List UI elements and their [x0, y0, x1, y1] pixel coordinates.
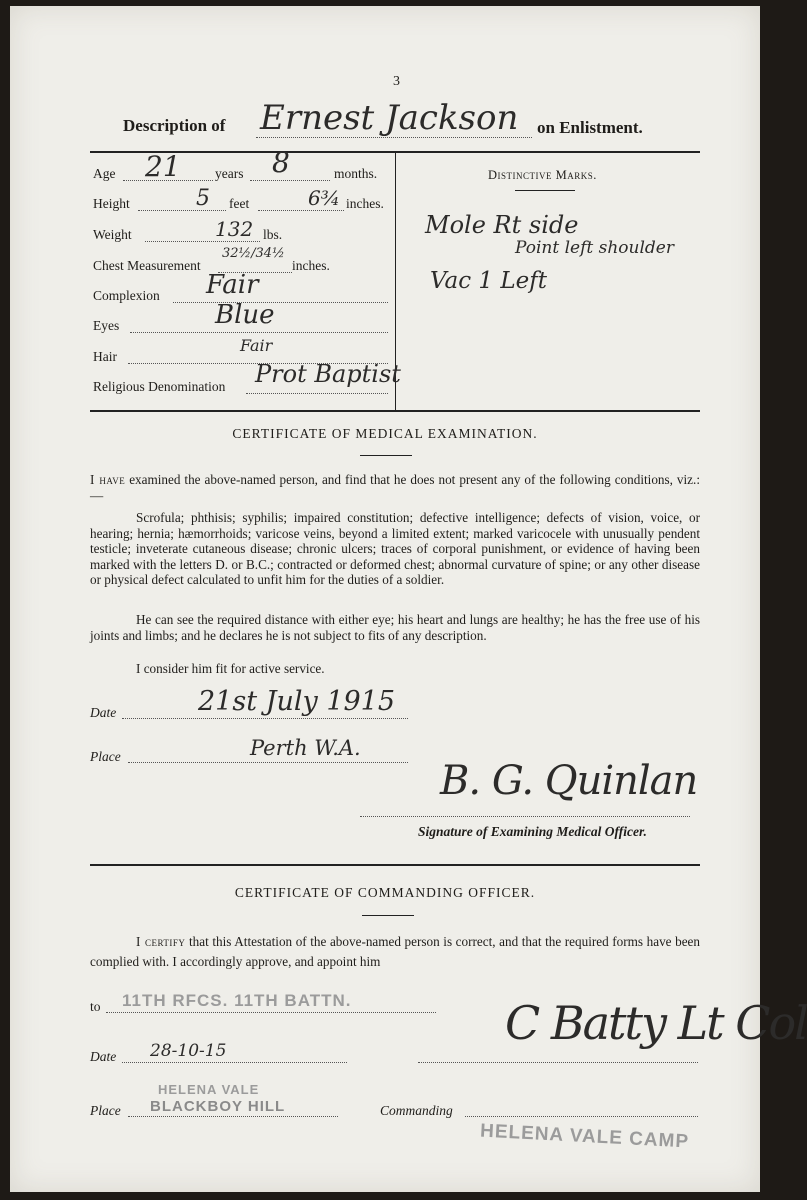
medical-officer-signature: B. G. Quinlan: [440, 758, 698, 804]
page-number: 3: [393, 74, 400, 89]
eyes-value: Blue: [215, 300, 275, 330]
commanding-date-line: [122, 1062, 347, 1063]
medical-para-4: I consider him fit for active service.: [136, 661, 325, 676]
medical-date-line: [122, 718, 408, 719]
hair-label: Hair: [93, 349, 117, 364]
attestation-page: [10, 6, 807, 1192]
to-line: [106, 1012, 436, 1013]
commanding-top-rule: [90, 864, 700, 866]
age-years-value: 21: [145, 150, 181, 183]
religion-value: Prot Baptist: [255, 360, 401, 388]
to-label: to: [90, 999, 101, 1014]
height-inches-value: 6¾: [308, 186, 341, 210]
mark-1: Mole Rt side: [425, 211, 579, 239]
camp-stamp: HELENA VALE CAMP: [479, 1120, 690, 1153]
commanding-place-line: [128, 1116, 338, 1117]
enlistee-name: Ernest Jackson: [260, 98, 519, 138]
medical-para-3: He can see the required distance with either eye; his heart and lungs are healthy; he has the free use of his joints and limbs; and he declares he is not subject to fits of any description.: [90, 612, 700, 643]
weight-line: [145, 241, 260, 242]
complexion-label: Complexion: [93, 288, 160, 303]
description-prefix: Description of: [123, 116, 226, 135]
commanding-heading: CERTIFICATE OF COMMANDING OFFICER.: [234, 885, 536, 900]
lbs-label: lbs.: [263, 227, 283, 242]
commanding-signature-line: [418, 1062, 698, 1063]
commanding-date-value: 28-10-15: [150, 1041, 227, 1061]
chest-label: Chest Measurement: [93, 258, 201, 273]
commanding-place-label: Place: [90, 1103, 121, 1118]
age-months-value: 8: [272, 146, 290, 179]
feet-label: feet: [229, 196, 250, 211]
medical-date-value: 21st July 1915: [198, 686, 396, 717]
commanding-officer-signature: C Batty Lt Col: [505, 996, 807, 1050]
years-label: years: [215, 166, 244, 181]
distinctive-marks-heading: Distinctive Marks.: [488, 168, 597, 182]
religion-line: [246, 393, 388, 394]
complexion-value: Fair: [206, 270, 259, 300]
medical-place-line: [128, 762, 408, 763]
mark-2: Point left shoulder: [515, 238, 674, 258]
chest-inches-label: inches.: [292, 258, 330, 273]
medical-para-2: Scrofula; phthisis; syphilis; impaired constitution; defective intelligence; defects of vision, voice, or hearing; hernia; hæmorrhoids; varicose veins, beyond a limited extent; marked varicocele with unusually pendent testicle; inveterate cutaneous disease; chronic ulcers; traces of corporal punishment, or evidence of having been marked with the letters D. or B.C.; contracted or deformed chest; abnormal curvature of spine; or any other disease or physical defect calculated to unfit him for the duties of a soldier.: [90, 510, 700, 588]
mark-3: Vac 1 Left: [430, 268, 547, 294]
weight-value: 132: [215, 217, 254, 241]
age-label: Age: [93, 166, 116, 181]
medical-heading: CERTIFICATE OF MEDICAL EXAMINATION.: [232, 426, 538, 441]
commanding-heading-underline: [362, 915, 414, 916]
commanding-para: [90, 932, 700, 972]
unit-stamp: 11TH RFCS. 11TH BATTN.: [122, 991, 352, 1010]
medical-heading-underline: [360, 455, 412, 456]
marks-underline: [515, 190, 575, 191]
eyes-label: Eyes: [93, 318, 120, 333]
hair-value: Fair: [240, 336, 273, 355]
inches-line: [258, 210, 344, 211]
medical-date-label: Date: [90, 705, 117, 720]
months-label: months.: [334, 166, 378, 181]
medical-place-label: Place: [90, 749, 121, 764]
commanding-date-label: Date: [90, 1049, 117, 1064]
feet-line: [138, 210, 226, 211]
medical-para-1-text: examined the above-named person, and find that he does not present any of the following conditions, viz.:—: [90, 472, 700, 503]
place-stamp-faint: HELENA VALE: [158, 1082, 260, 1097]
height-label: Height: [93, 196, 130, 211]
height-feet-value: 5: [196, 186, 210, 211]
complexion-line: [173, 302, 388, 303]
commanding-para-text: that this Attestation of the above-named person is correct, and that the required forms have been complied with. I accordingly approve, and appoint him: [90, 934, 700, 969]
description-suffix: on Enlistment.: [537, 118, 643, 137]
commanding-para-lead: I certify: [136, 934, 186, 949]
chest-value: 32½/34½: [222, 246, 285, 261]
medical-para-1-lead: I have: [90, 472, 126, 487]
commanding-label: Commanding: [380, 1103, 453, 1118]
description-bottom-rule: [90, 410, 700, 412]
commanding-line: [465, 1116, 698, 1117]
signature-line: [360, 816, 690, 817]
eyes-line: [130, 332, 388, 333]
place-stamp: BLACKBOY HILL: [150, 1098, 286, 1115]
medical-para-1: [90, 472, 700, 503]
months-line: [250, 180, 330, 181]
inches-label: inches.: [346, 196, 384, 211]
medical-place-value: Perth W.A.: [250, 736, 361, 760]
weight-label: Weight: [93, 227, 132, 242]
religion-label: Religious Denomination: [93, 379, 226, 394]
medical-signature-label: Signature of Examining Medical Officer.: [418, 824, 647, 839]
